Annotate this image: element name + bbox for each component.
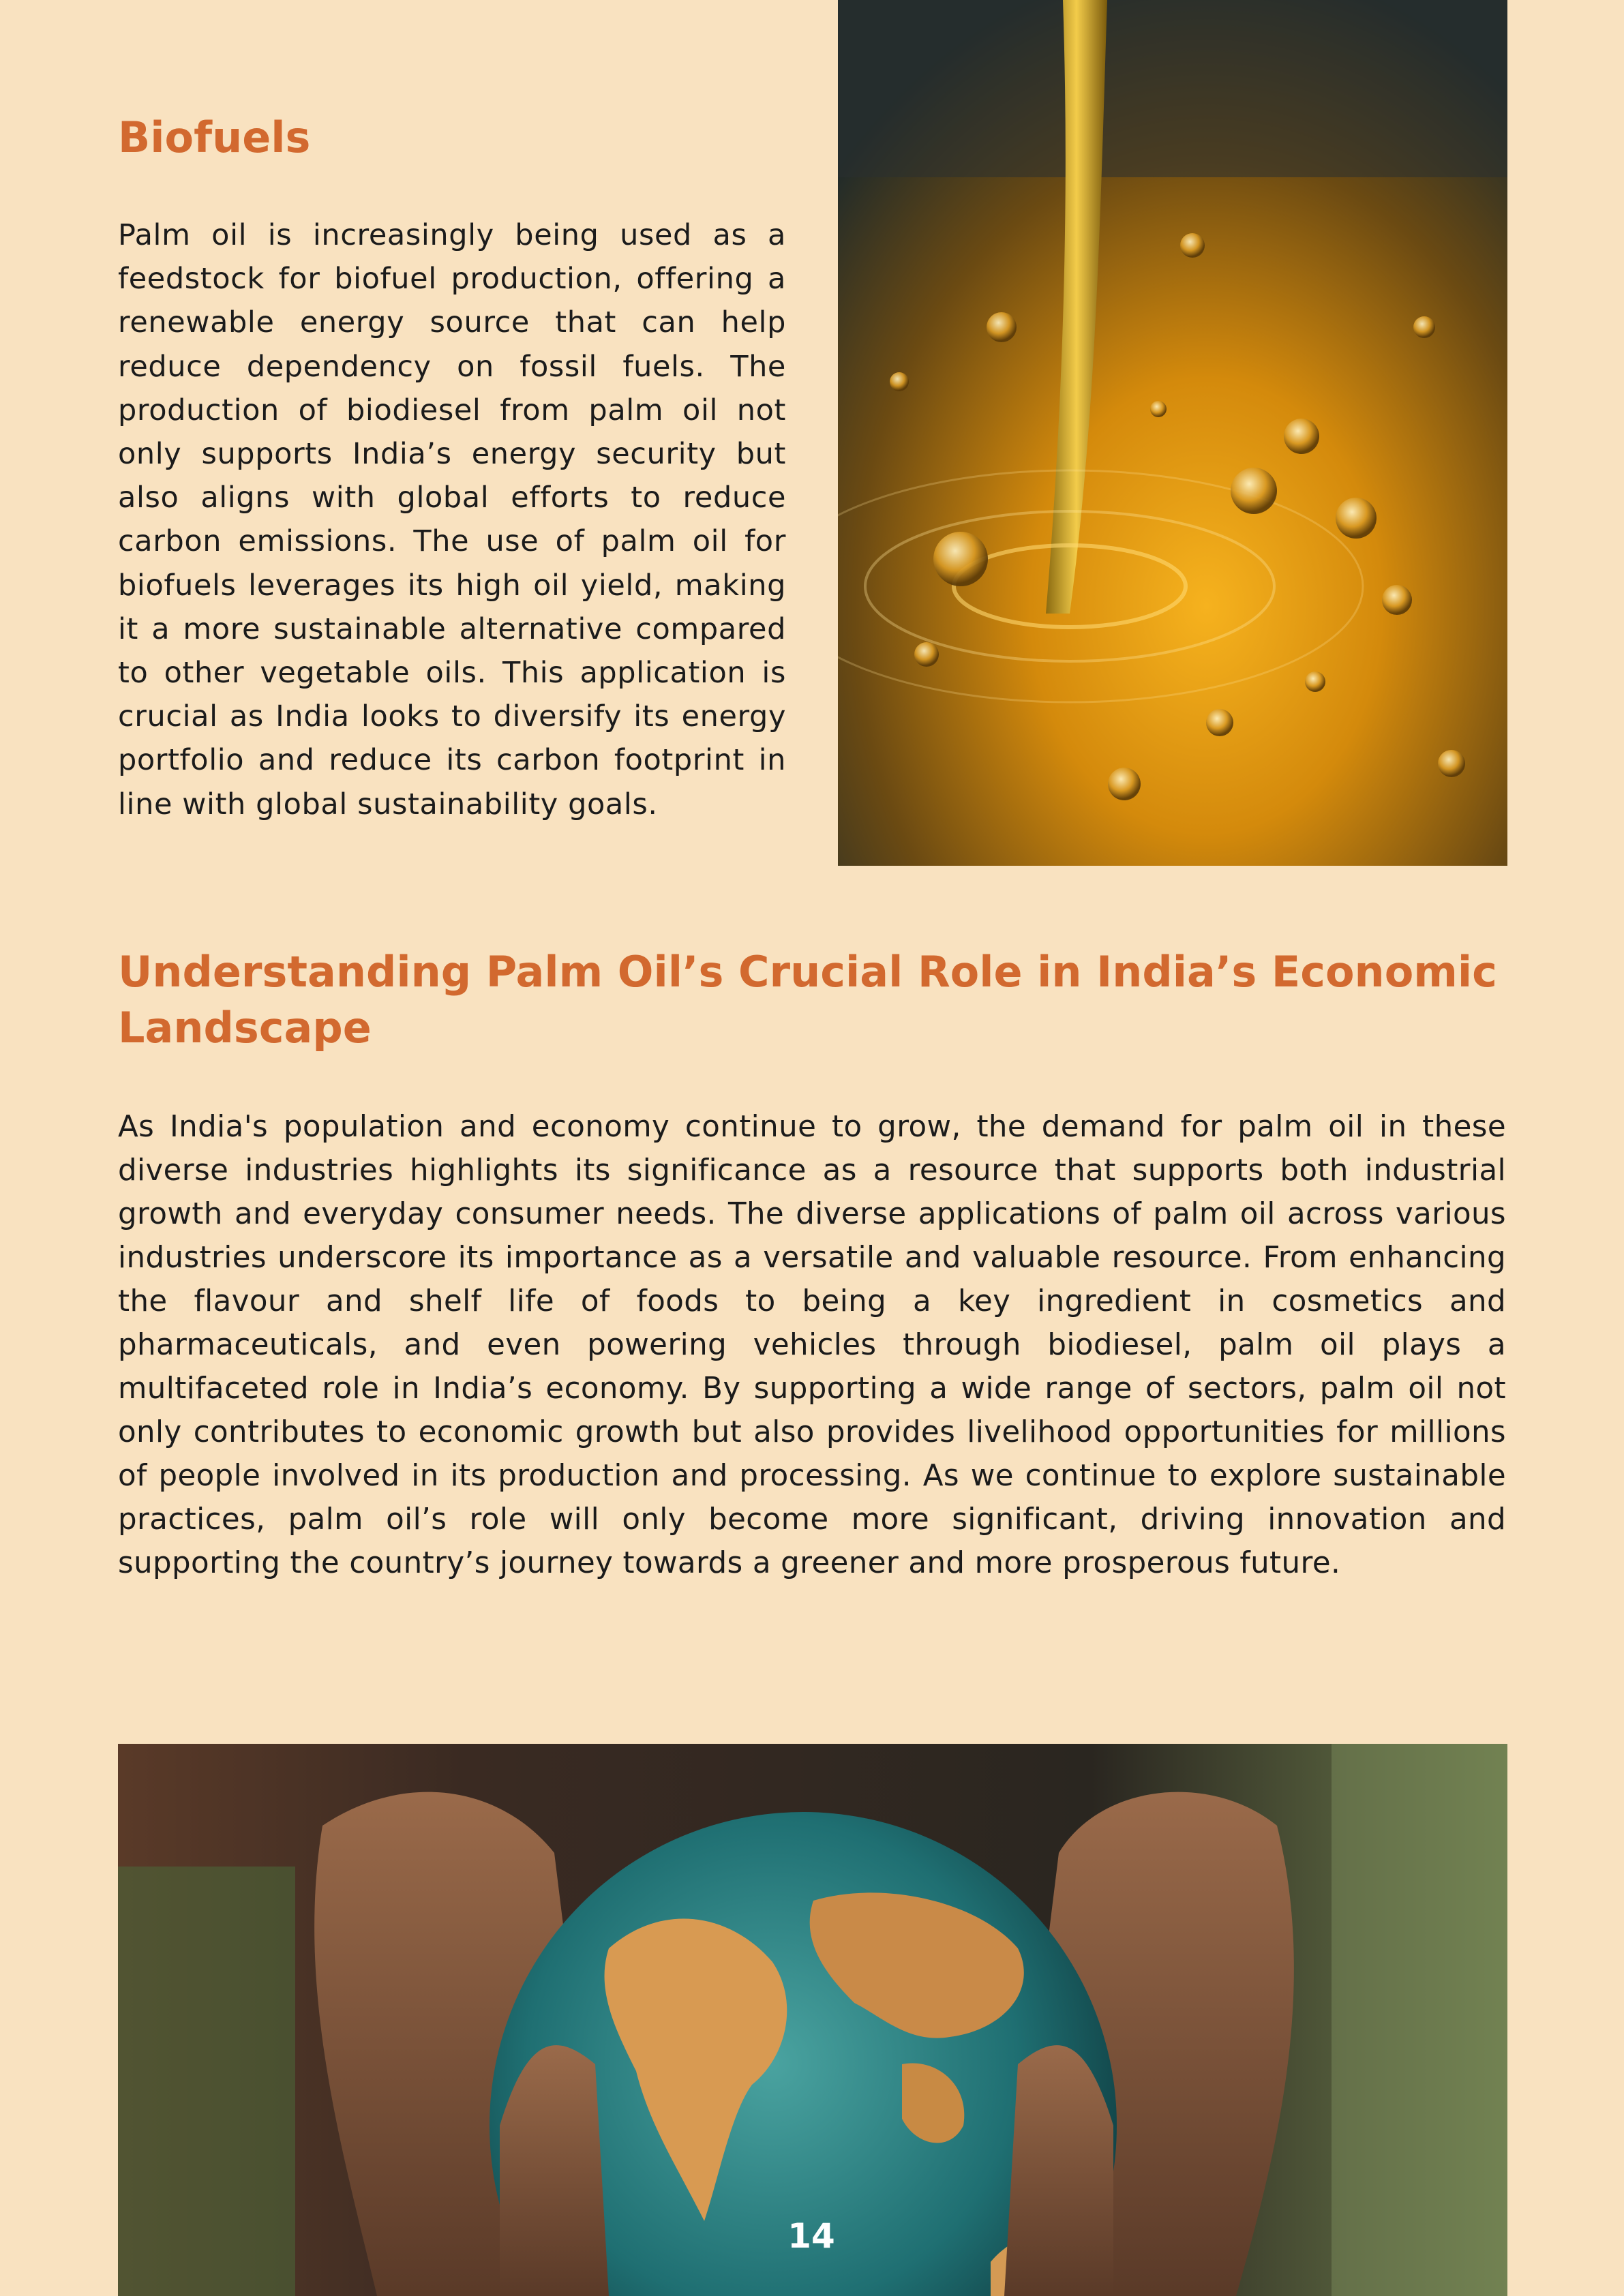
- hands-holding-globe-photo: [118, 1744, 1507, 2296]
- section-heading-economic-role: Understanding Palm Oil’s Crucial Role in India’s Economic Landscape: [118, 947, 1497, 1053]
- economic-role-paragraph: As India's population and economy continue to grow, the demand for palm oil in these diverse industries highlights its significance as a resource that supports both industrial growth and everyday consumer needs. The diverse applications of palm oil across various industries underscore its importance as a versatile and valuable resource. From enhancing the flavour and shelf life of foods to being a key ingredient in cosmetics and pharmaceuticals, and even powering vehicles through biodiesel, palm oil plays a multifaceted role in India’s economy. By supporting a wide range of sectors, palm oil not only contributes to economic growth but also provides livelihood opportunities for millions of people involved in its production and processing. As we continue to explore sustainable practices, palm oil’s role will only become more significant, driving innovation and supporting the country’s journey towards a greener and more prosperous future.: [118, 1110, 1506, 1580]
- biofuels-paragraph: Palm oil is increasingly being used as a feedstock for biofuel production, offering a renewable energy source that can help reduce dependency on fossil fuels. The production of biodiesel from palm oil not only supports India’s energy security but also aligns with global efforts to reduce carbon emissions. The use of palm oil for biofuels leverages its high oil yield, making it a more sustainable alternative compared to other vegetable oils. This application is crucial as India looks to diversify its energy portfolio and reduce its carbon footprint in line with global sustainability goals.: [118, 218, 786, 821]
- pouring-oil-photo: [838, 0, 1507, 866]
- page-number: 14: [787, 2216, 835, 2256]
- section-heading-biofuels: Biofuels: [118, 112, 311, 162]
